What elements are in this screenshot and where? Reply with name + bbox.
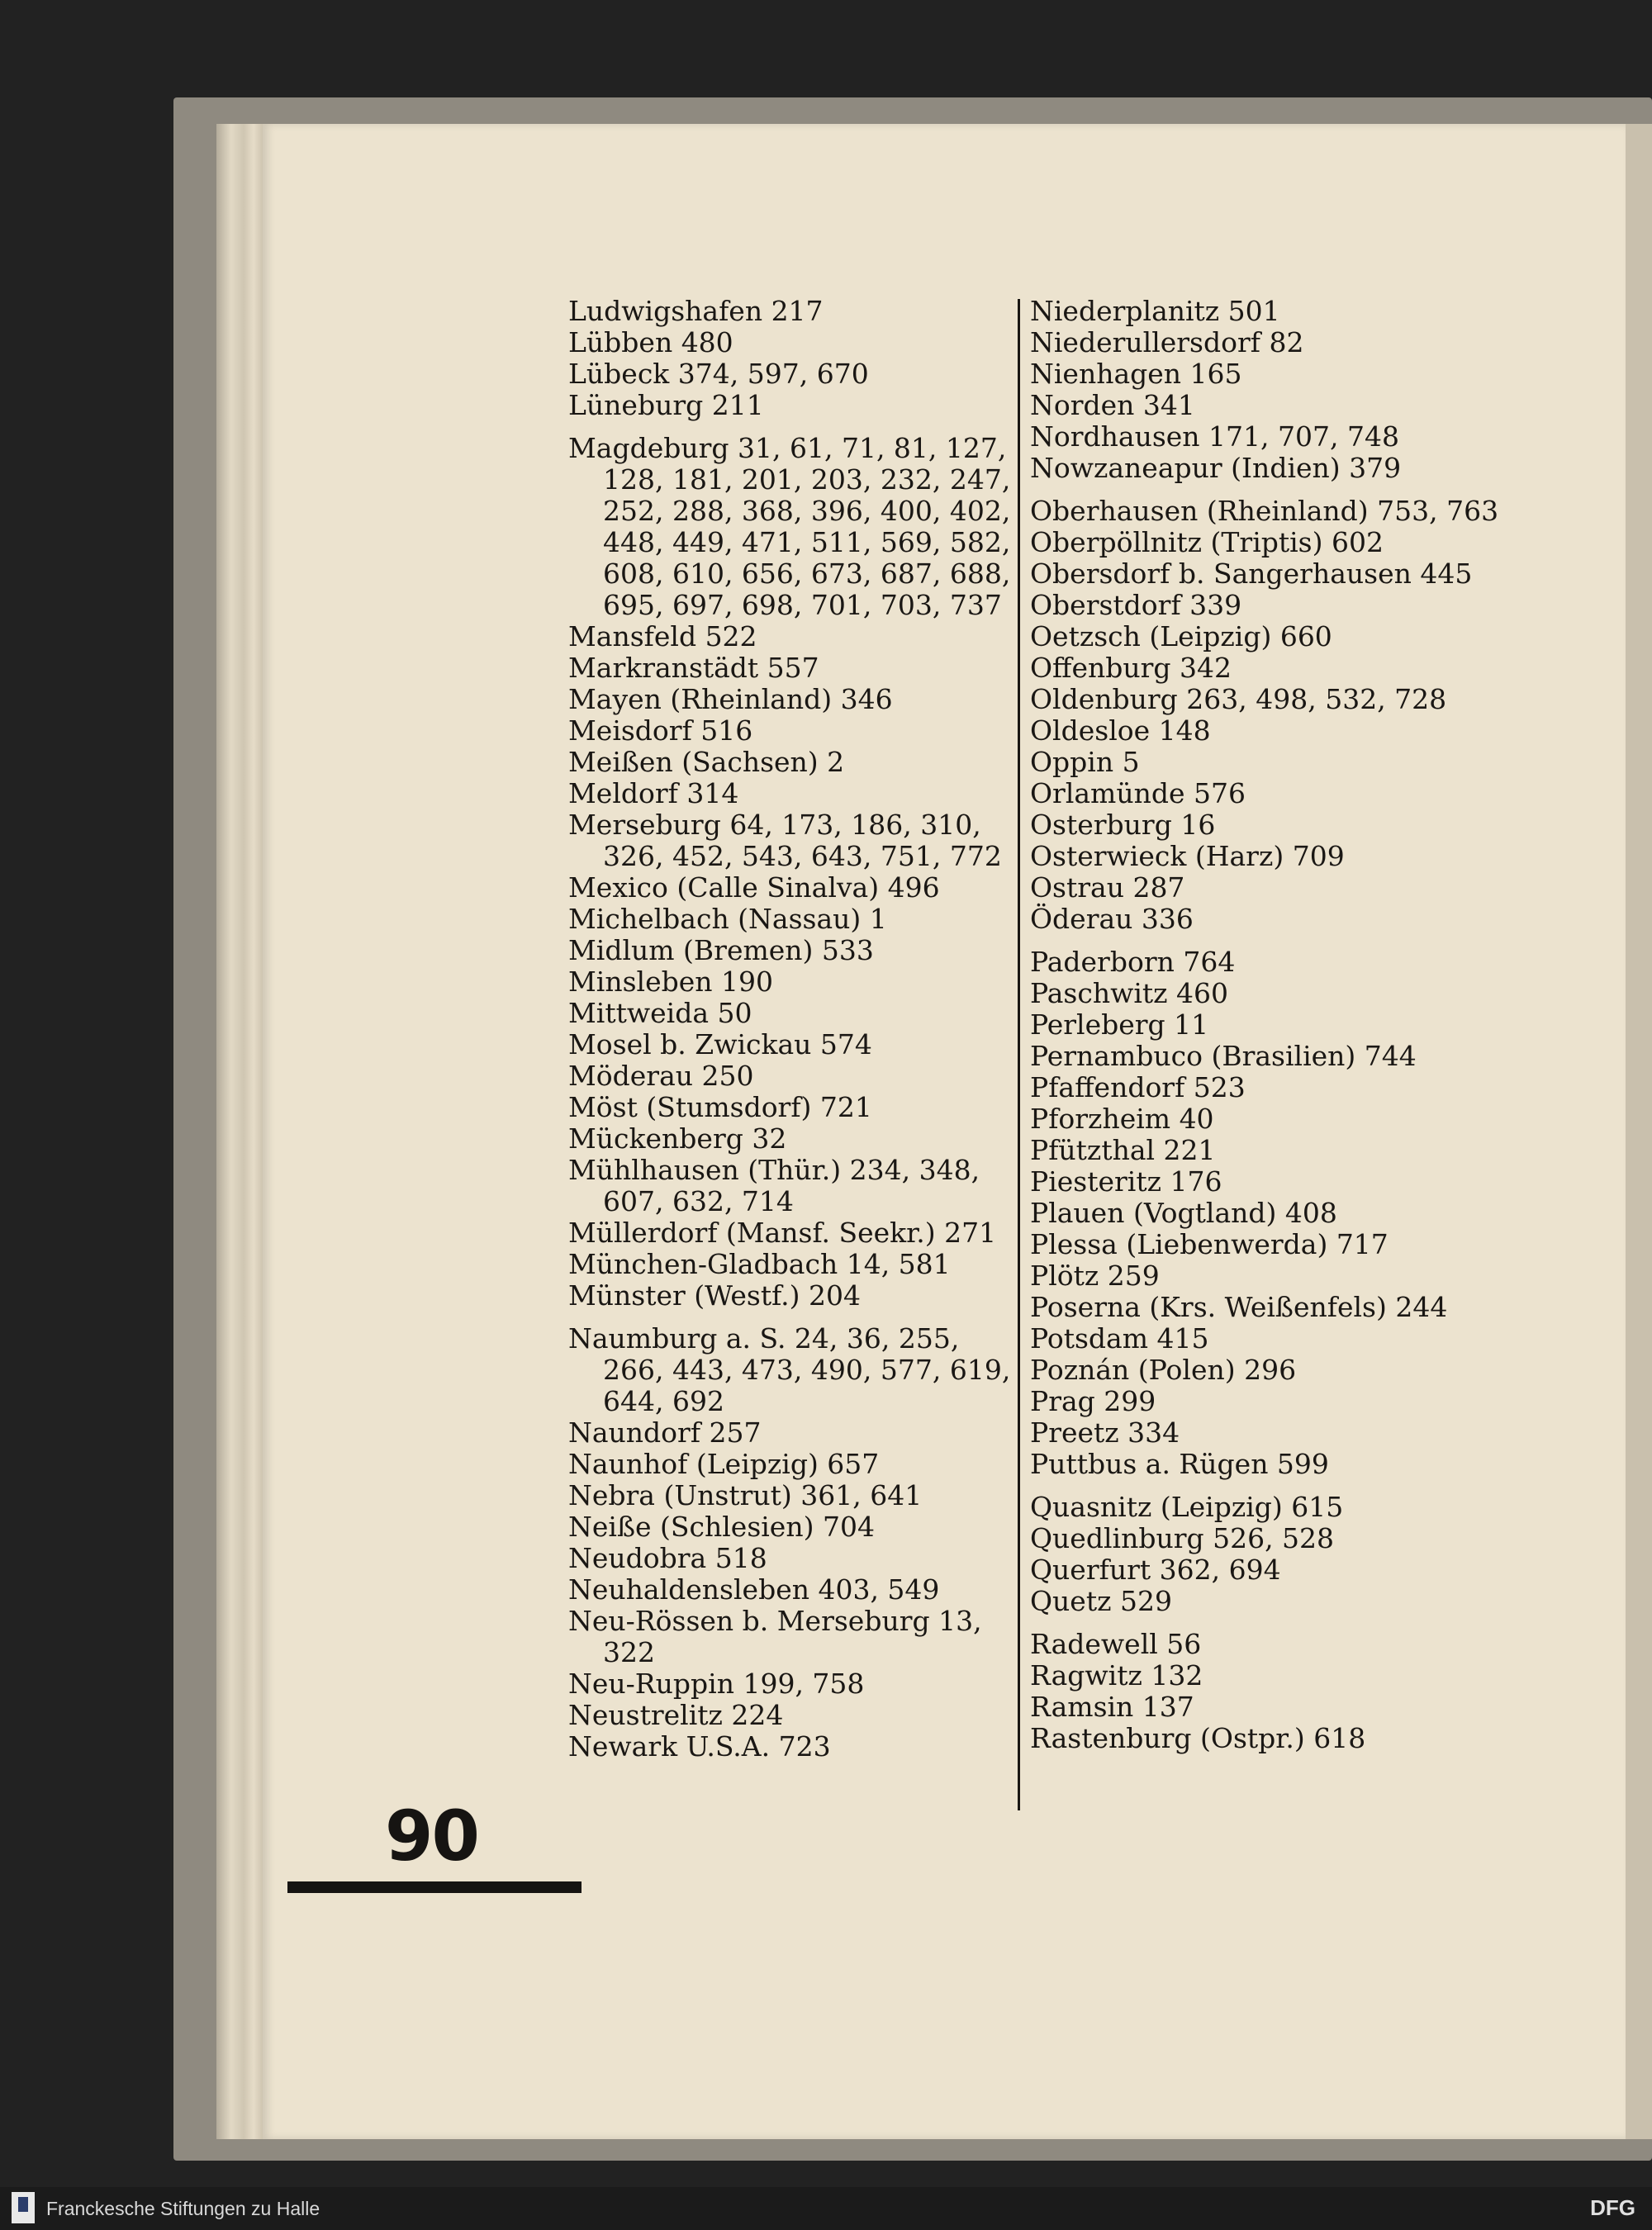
index-entry: Michelbach (Nassau) 1	[568, 903, 887, 935]
index-entry: Paderborn 764	[1030, 946, 1236, 978]
index-entry: Nowzaneapur (Indien) 379	[1030, 452, 1402, 484]
index-entry: Mittweida 50	[568, 997, 752, 1029]
index-entry: Müllerdorf (Mansf. Seekr.) 271	[568, 1217, 997, 1249]
index-entry: Markranstädt 557	[568, 652, 819, 684]
funder-logo-text: DFG	[1590, 2195, 1635, 2220]
index-entry: Pfaffendorf 523	[1030, 1071, 1246, 1103]
index-entry: Öderau 336	[1030, 903, 1194, 935]
index-entry-continuation: 322	[603, 1636, 655, 1668]
index-entry: Niederplanitz 501	[1030, 295, 1280, 327]
index-entry: Obersdorf b. Sangerhausen 445	[1030, 558, 1473, 590]
index-entry: Norden 341	[1030, 389, 1195, 421]
index-entry: Nebra (Unstrut) 361, 641	[568, 1479, 923, 1511]
index-entry: Pforzheim 40	[1030, 1103, 1214, 1135]
index-entry: Pfützthal 221	[1030, 1134, 1216, 1166]
index-entry: Oberstdorf 339	[1030, 589, 1242, 621]
index-entry-continuation: 608, 610, 656, 673, 687, 688,	[603, 558, 1011, 590]
institution-name: Franckesche Stiftungen zu Halle	[46, 2198, 320, 2219]
index-entry: Oetzsch (Leipzig) 660	[1030, 620, 1332, 652]
index-column-right	[1030, 295, 1499, 1754]
index-entry: Piesteritz 176	[1030, 1165, 1222, 1198]
index-entry: Poserna (Krs. Weißenfels) 244	[1030, 1291, 1448, 1323]
index-entry: Prag 299	[1030, 1385, 1156, 1417]
index-entry: Quedlinburg 526, 528	[1030, 1522, 1335, 1554]
index-entry: Pernambuco (Brasilien) 744	[1030, 1040, 1417, 1072]
index-entry: Oppin 5	[1030, 746, 1140, 778]
section-gap	[568, 1312, 1014, 1323]
index-entry-continuation: 266, 443, 473, 490, 577, 619,	[603, 1354, 1011, 1386]
index-entry: Naunhof (Leipzig) 657	[568, 1448, 880, 1480]
index-entry-continuation: 326, 452, 543, 643, 751, 772	[603, 840, 1002, 872]
index-entry: Nordhausen 171, 707, 748	[1030, 420, 1399, 453]
institution-logo-icon	[12, 2192, 35, 2223]
index-entry-continuation: 252, 288, 368, 396, 400, 402,	[603, 495, 1011, 527]
index-entry: Oldenburg 263, 498, 532, 728	[1030, 683, 1447, 715]
page-number-rule	[287, 1881, 582, 1893]
section-gap	[1030, 484, 1443, 496]
section-gap	[568, 421, 1014, 433]
index-entry: Radewell 56	[1030, 1628, 1202, 1660]
index-entry: Magdeburg 31, 61, 71, 81, 127,	[568, 432, 1007, 464]
index-entry: Preetz 334	[1030, 1416, 1180, 1449]
index-entry: Merseburg 64, 173, 186, 310,	[568, 809, 981, 841]
column-divider	[1018, 299, 1020, 1810]
index-entry: Neu-Rössen b. Merseburg 13,	[568, 1605, 982, 1637]
index-entry: Neu-Ruppin 199, 758	[568, 1668, 865, 1700]
index-entry-continuation: 448, 449, 471, 511, 569, 582,	[603, 526, 1011, 558]
index-entry: Paschwitz 460	[1030, 977, 1228, 1009]
index-entry: Orlamünde 576	[1030, 777, 1246, 809]
index-entry: Mansfeld 522	[568, 620, 757, 652]
index-entry: Plessa (Liebenwerda) 717	[1030, 1228, 1389, 1260]
index-entry: Midlum (Bremen) 533	[568, 934, 874, 966]
section-gap	[1030, 1617, 1443, 1629]
index-entry: Puttbus a. Rügen 599	[1030, 1448, 1329, 1480]
index-entry: Nienhagen 165	[1030, 358, 1242, 390]
index-entry: Plötz 259	[1030, 1260, 1160, 1292]
index-entry: Möst (Stumsdorf) 721	[568, 1091, 872, 1123]
index-entry-continuation: 607, 632, 714	[603, 1185, 794, 1217]
index-entry: Plauen (Vogtland) 408	[1030, 1197, 1337, 1229]
index-entry: Ludwigshafen 217	[568, 295, 824, 327]
index-entry: Querfurt 362, 694	[1030, 1554, 1281, 1586]
index-entry: Naumburg a. S. 24, 36, 255,	[568, 1322, 960, 1355]
index-entry-continuation: 644, 692	[603, 1385, 724, 1417]
index-entry: Perleberg 11	[1030, 1008, 1209, 1041]
index-entry: Münster (Westf.) 204	[568, 1279, 861, 1312]
index-entry: Meldorf 314	[568, 777, 739, 809]
index-entry: Quetz 529	[1030, 1585, 1172, 1617]
index-entry: Naundorf 257	[568, 1416, 762, 1449]
index-entry: Neuhaldensleben 403, 549	[568, 1573, 940, 1606]
page-edges	[216, 124, 266, 2139]
index-entry: Lübeck 374, 597, 670	[568, 358, 869, 390]
index-entry: Neiße (Schlesien) 704	[568, 1511, 875, 1543]
index-entry: Lüneburg 211	[568, 389, 764, 421]
index-entry: Möderau 250	[568, 1060, 754, 1092]
index-entry: Mayen (Rheinland) 346	[568, 683, 893, 715]
index-entry: Rastenburg (Ostpr.) 618	[1030, 1722, 1366, 1754]
index-entry: Minsleben 190	[568, 966, 773, 998]
index-entry: Meisdorf 516	[568, 714, 753, 747]
index-entry: München-Gladbach 14, 581	[568, 1248, 951, 1280]
index-entry-continuation: 695, 697, 698, 701, 703, 737	[603, 589, 1002, 621]
index-entry: Offenburg 342	[1030, 652, 1232, 684]
index-entry: Poznán (Polen) 296	[1030, 1354, 1297, 1386]
index-entry: Oberpöllnitz (Triptis) 602	[1030, 526, 1384, 558]
index-entry: Mosel b. Zwickau 574	[568, 1028, 872, 1060]
index-entry-continuation: 128, 181, 201, 203, 232, 247,	[603, 463, 1011, 496]
index-entry: Neustrelitz 224	[568, 1699, 784, 1731]
section-gap	[1030, 935, 1443, 947]
index-entry: Neudobra 518	[568, 1542, 767, 1574]
index-entry: Oberhausen (Rheinland) 753, 763	[1030, 495, 1499, 527]
facing-page-edge	[1626, 124, 1652, 2139]
index-entry: Oldesloe 148	[1030, 714, 1211, 747]
index-column-left	[568, 296, 1014, 1763]
index-entry: Mexico (Calle Sinalva) 496	[568, 871, 940, 904]
section-gap	[1030, 1480, 1443, 1492]
index-entry: Ragwitz 132	[1030, 1659, 1203, 1691]
page-number: 90	[385, 1796, 478, 1877]
index-entry: Mückenberg 32	[568, 1122, 787, 1155]
index-entry: Ramsin 137	[1030, 1691, 1194, 1723]
index-entry: Osterburg 16	[1030, 809, 1216, 841]
index-entry: Osterwieck (Harz) 709	[1030, 840, 1345, 872]
index-entry: Ostrau 287	[1030, 871, 1185, 904]
index-entry: Mühlhausen (Thür.) 234, 348,	[568, 1154, 980, 1186]
index-entry: Quasnitz (Leipzig) 615	[1030, 1491, 1344, 1523]
index-entry: Potsdam 415	[1030, 1322, 1209, 1355]
index-entry: Niederullersdorf 82	[1030, 326, 1304, 358]
index-entry: Meißen (Sachsen) 2	[568, 746, 845, 778]
index-entry: Newark U.S.A. 723	[568, 1730, 831, 1763]
index-entry: Lübben 480	[568, 326, 733, 358]
